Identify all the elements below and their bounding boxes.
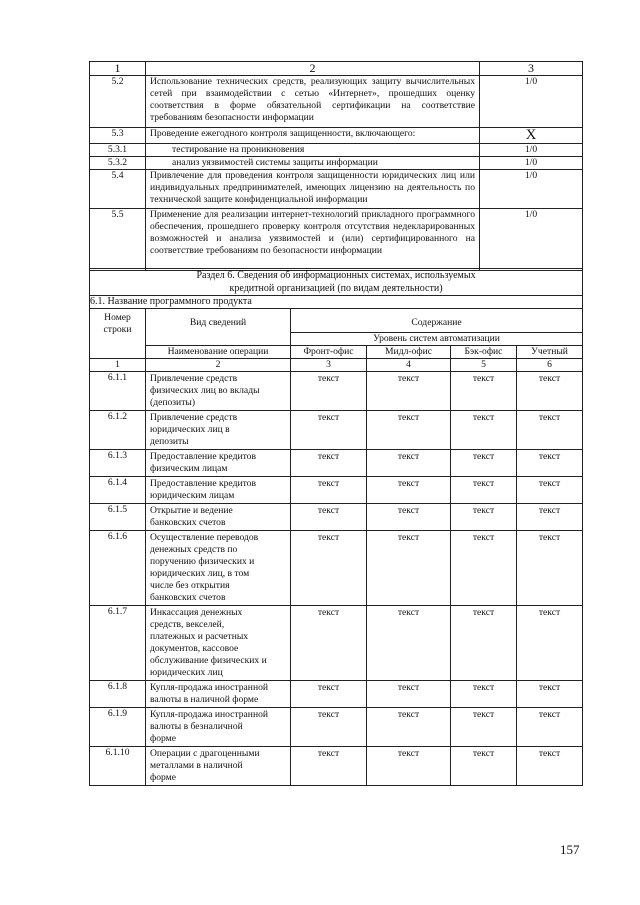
back-office-value: текст [451,477,517,504]
middle-office-value: текст [367,708,451,747]
operation-name-line: Предоставление кредитов [150,478,256,489]
table-row [90,747,583,786]
operation-name [146,681,291,708]
row-number: 6.1.7 [90,606,146,681]
row-number: 6.1.5 [90,504,146,531]
row-number: 6.1.9 [90,708,146,747]
row-number: 5.3 [90,128,146,144]
row-number: 5.4 [90,170,146,209]
back-office-value: текст [451,531,517,606]
row-text: Применение для реализации интернет-технологий прикладного программного обеспечения, прошедшего проверку контроля отсутствия недекларированных возможностей и анализа уязвимостей и (или) сертифицированного на соответствие требованиям по безопасности информации [146,209,480,271]
section-title-line-2: кредитной организацией (по видам деятельности) [229,283,443,294]
front-office-value: текст [291,531,367,606]
section-title-line-1: Раздел 6. Сведения об информационных системах, используемых [196,270,476,281]
accounting-value: текст [517,372,583,411]
front-office-value: текст [291,477,367,504]
back-office-value: текст [451,372,517,411]
row-number: 6.1.2 [90,411,146,450]
operation-name [146,531,291,606]
front-office-value: текст [291,747,367,786]
back-office-value: текст [451,708,517,747]
table-row [90,128,583,144]
operation-name [146,450,291,477]
table-row [90,170,583,209]
middle-office-value: текст [367,372,451,411]
accounting-value: текст [517,504,583,531]
accounting-value: текст [517,606,583,681]
header-col-3: 3 [480,62,583,76]
row-number: 5.2 [90,76,146,128]
table-row [90,450,583,477]
section-title-row [90,269,583,296]
row-status: 1/0 [480,157,583,170]
header-row [90,309,583,333]
column-number-row [90,359,583,372]
accounting-value: текст [517,681,583,708]
operation-name-line: юридическим лицам [150,490,235,501]
middle-office-value: текст [367,606,451,681]
operation-name-line: Открытие и ведение [150,505,233,516]
column-number: 2 [146,359,291,372]
table-row [90,531,583,606]
operation-name-line: банковских счетов [150,517,226,528]
page-number: 157 [560,842,580,857]
row-number: 6.1.3 [90,450,146,477]
row-status: 1/0 [480,144,583,157]
front-office-value: текст [291,450,367,477]
operation-name-line: денежных средств по [150,544,238,555]
operation-name-line: депозиты [150,436,189,447]
header-level: Уровень систем автоматизации [291,333,583,346]
table-row [90,144,583,157]
operation-name-line: Купля-продажа иностранной [150,709,269,720]
header-operation: Наименование операции [146,346,291,359]
middle-office-value: текст [367,747,451,786]
requirements-table-header [90,62,583,76]
back-office-value: текст [451,504,517,531]
column-number: 5 [451,359,517,372]
header-row-number: Номер строки [90,309,146,359]
operation-name-line: физическим лицам [150,463,228,474]
front-office-value: текст [291,411,367,450]
operation-name-line: (депозиты) [150,397,196,408]
back-office-value: текст [451,450,517,477]
front-office-value: текст [291,372,367,411]
operation-name-line: Купля-продажа иностранной [150,682,269,693]
operation-name [146,372,291,411]
row-text: Привлечение для проведения контроля защищенности юридических лиц или индивидуальных предпринимателей, имеющих лицензию на деятельность по технической защите конфиденциальной информации [146,170,480,209]
back-office-value: текст [451,747,517,786]
operation-name-line: числе без открытия [150,580,230,591]
header-row [90,346,583,359]
header-accounting: Учетный [517,346,583,359]
operation-name-line: Предоставление кредитов [150,451,256,462]
accounting-value: текст [517,747,583,786]
row-text: анализ уязвимостей системы защиты информации [146,157,480,170]
operation-name [146,708,291,747]
operation-name [146,747,291,786]
table-row [90,681,583,708]
header-back-office: Бэк-офис [451,346,517,359]
row-status: 1/0 [480,170,583,209]
header-kind: Вид сведений [146,309,291,346]
operation-name-line: Инкассация денежных [150,607,243,618]
information-systems-table [89,268,583,786]
table-row [90,411,583,450]
operation-name [146,477,291,504]
table-row [90,606,583,681]
operation-name-line: средств, векселей, [150,619,225,630]
row-number: 6.1.8 [90,681,146,708]
operation-name-line: Операции с драгоценными [150,748,260,759]
row-number: 6.1.10 [90,747,146,786]
header-middle-office: Мидл-офис [367,346,451,359]
column-number: 4 [367,359,451,372]
header-col-1: 1 [90,62,146,76]
row-number: 6.1.6 [90,531,146,606]
header-front-office: Фронт-офис [291,346,367,359]
operation-name-line: Привлечение средств [150,412,238,423]
table-row [90,372,583,411]
table-row [90,76,583,128]
front-office-value: текст [291,606,367,681]
operation-name [146,504,291,531]
front-office-value: текст [291,708,367,747]
table-row [90,209,583,271]
operation-name-line: обслуживание физических и [150,655,267,666]
row-number: 5.3.1 [90,144,146,157]
row-number: 6.1.4 [90,477,146,504]
operation-name-line: металлами в наличной [150,760,243,771]
column-number: 6 [517,359,583,372]
front-office-value: текст [291,504,367,531]
operation-name-line: банковских счетов [150,592,226,603]
back-office-value: текст [451,411,517,450]
operation-name-line: форме [150,733,176,744]
row-status: 1/0 [480,76,583,128]
table-row [90,157,583,170]
accounting-value: текст [517,708,583,747]
operation-name-line: юридических лиц в [150,424,230,435]
column-number: 3 [291,359,367,372]
middle-office-value: текст [367,477,451,504]
row-text: Использование технических средств, реализующих защиту вычислительных сетей при взаимодействии с сетью «Интернет», прошедших оценку соответствия в форме обязательной сертификации на соответствие требованиям безопасности информации [146,76,480,128]
operation-name-line: форме [150,772,176,783]
operation-name-line: документов, кассовое [150,643,239,654]
middle-office-value: текст [367,531,451,606]
back-office-value: текст [451,681,517,708]
front-office-value: текст [291,681,367,708]
header-content: Содержание [291,309,583,333]
accounting-value: текст [517,411,583,450]
row-text: Проведение ежегодного контроля защищенности, включающего: [146,128,480,144]
table-row [90,708,583,747]
middle-office-value: текст [367,504,451,531]
middle-office-value: текст [367,681,451,708]
operation-name-line: юридических лиц [150,667,223,678]
table-row [90,504,583,531]
subsection-title: 6.1. Название программного продукта [90,296,583,309]
accounting-value: текст [517,477,583,504]
operation-name [146,411,291,450]
operation-name-line: физических лиц во вклады [150,385,260,396]
row-number: 5.3.2 [90,157,146,170]
row-number: 5.5 [90,209,146,271]
header-col-2: 2 [146,62,480,76]
accounting-value: текст [517,450,583,477]
row-number: 6.1.1 [90,372,146,411]
operation-name-line: юридических лиц, в том [150,568,250,579]
row-status: X [480,128,583,144]
row-status: 1/0 [480,209,583,271]
table-row [90,477,583,504]
operation-name-line: валюты в наличной форме [150,694,259,705]
middle-office-value: текст [367,411,451,450]
operation-name-line: валюты в безналичной [150,721,243,732]
operation-name-line: поручению физических и [150,556,255,567]
section-title [90,269,583,296]
operation-name-line: Привлечение средств [150,373,238,384]
middle-office-value: текст [367,450,451,477]
back-office-value: текст [451,606,517,681]
operation-name [146,606,291,681]
information-systems-rows [90,372,583,786]
accounting-value: текст [517,531,583,606]
operation-name-line: Осуществление переводов [150,532,259,543]
subsection-row [90,296,583,309]
operation-name-line: платежных и расчетных [150,631,249,642]
column-number: 1 [90,359,146,372]
requirements-table [89,61,583,271]
row-text: тестирование на проникновения [146,144,480,157]
